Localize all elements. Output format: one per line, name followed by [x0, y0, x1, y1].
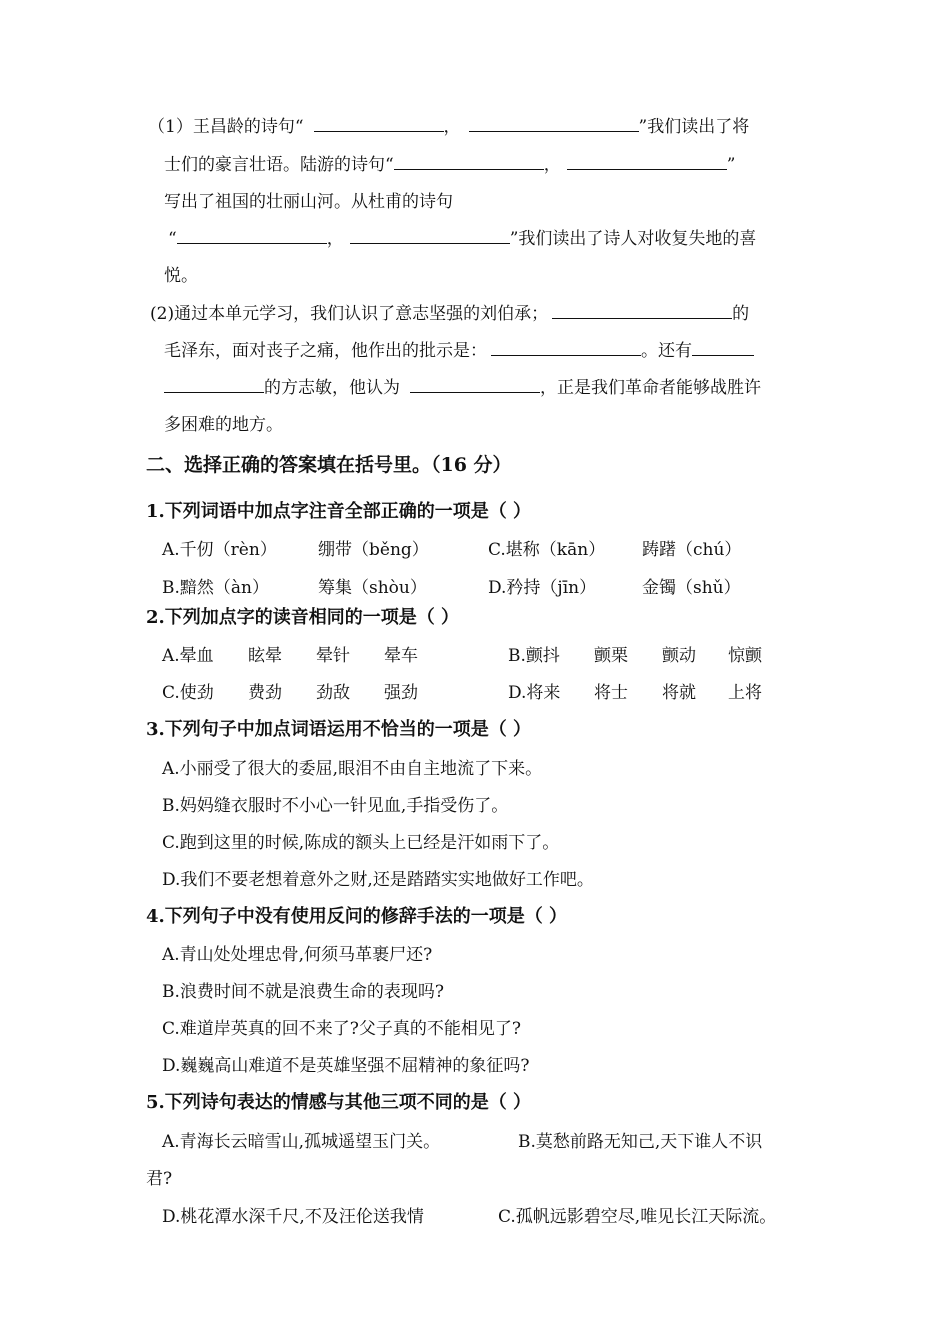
q1-line2	[164, 153, 735, 177]
q1-option-b[interactable]: B.黯然（àn）	[162, 578, 269, 598]
q1-line2-text: 士们的豪言壮语。陆游的诗句“	[164, 155, 394, 175]
q1-line2-end: ”	[726, 155, 736, 175]
q1-option-d[interactable]: D.矜持（jīn）	[488, 578, 597, 598]
q2-line3-mid: 的方志敏，他认为	[264, 378, 400, 398]
q2-line2	[164, 339, 754, 363]
q2-option-b[interactable]: B.颤抖	[508, 646, 560, 666]
q1-suffix: ”我们读出了将	[638, 117, 750, 137]
q2-word: 晕车	[384, 646, 418, 666]
answer-blank[interactable]	[410, 376, 540, 393]
question-3-stem: 3.下列句子中加点词语运用不恰当的一项是（ ）	[146, 719, 532, 740]
q2-word: 劲敌	[316, 683, 350, 703]
section-heading: 二、选择正确的答案填在括号里。（16 分）	[146, 454, 512, 476]
q2-word: 将士	[594, 683, 628, 703]
q1-line4-sep: ，	[326, 229, 344, 249]
q2-word: 晕针	[316, 646, 350, 666]
q2-line4: 多困难的地方。	[164, 415, 283, 435]
q3-option-d[interactable]: D.我们不要老想着意外之财,还是踏踏实实地做好工作吧。	[162, 870, 594, 890]
answer-blank[interactable]	[394, 153, 544, 170]
question-4-stem: 4.下列句子中没有使用反问的修辞手法的一项是（ ）	[146, 906, 568, 927]
q4-option-a[interactable]: A.青山处处埋忠骨,何须马革裹尸还?	[162, 945, 433, 965]
answer-blank[interactable]	[692, 339, 754, 356]
q2-word: 费劲	[248, 683, 282, 703]
q1-prefix: （1）王昌龄的诗句“	[148, 117, 304, 137]
answer-blank[interactable]	[164, 376, 264, 393]
q2-word: 惊颤	[728, 646, 762, 666]
q1-line3: 写出了祖国的壮丽山河。从杜甫的诗句	[164, 192, 453, 212]
q5-option-d[interactable]: D.桃花潭水深千尺,不及汪伦送我情	[162, 1207, 424, 1227]
q2-option-c[interactable]: C.使劲	[162, 683, 214, 703]
q2-line1-end: 的	[732, 304, 750, 324]
q5-option-c[interactable]: C.孤帆远影碧空尽,唯见长江天际流。	[498, 1207, 777, 1227]
q1-line1	[148, 115, 749, 139]
q2-line2-end: 。还有	[641, 341, 692, 361]
q2-line1	[150, 302, 749, 326]
answer-blank[interactable]	[350, 227, 510, 244]
question-2-stem: 2.下列加点字的读音相同的一项是（ ）	[146, 607, 460, 628]
q1-option-c-word2: 踌躇（chú）	[642, 540, 742, 560]
q1-option-a[interactable]: A.千仞（rèn）	[162, 540, 277, 560]
question-5-stem: 5.下列诗句表达的情感与其他三项不同的是（ ）	[146, 1092, 532, 1113]
answer-blank[interactable]	[491, 339, 641, 356]
q3-option-a[interactable]: A.小丽受了很大的委屈,眼泪不由自主地流了下来。	[162, 759, 543, 779]
question-1-stem: 1.下列词语中加点字注音全部正确的一项是（ ）	[146, 501, 532, 522]
q1-line4	[168, 227, 756, 251]
q1-line4-end: ”我们读出了诗人对收复失地的喜	[509, 229, 757, 249]
q1-option-d-word2: 金镯（shǔ）	[642, 578, 741, 598]
q1-option-c[interactable]: C.堪称（kān）	[488, 540, 606, 560]
q2-option-a[interactable]: A.晕血	[162, 646, 214, 666]
q4-option-b[interactable]: B.浪费时间不就是浪费生命的表现吗?	[162, 982, 445, 1002]
answer-blank[interactable]	[469, 115, 639, 132]
q5-option-b[interactable]: B.莫愁前路无知己,天下谁人不识	[518, 1132, 763, 1152]
q2-line1-start: (2)通过本单元学习，我们认识了意志坚强的刘伯承；	[150, 304, 549, 324]
q4-option-d[interactable]: D.巍巍高山难道不是英雄坚强不屈精神的象征吗?	[162, 1056, 530, 1076]
q1-option-b-word2: 筹集（shòu）	[318, 578, 427, 598]
q2-line3	[164, 376, 761, 400]
q1-line5: 悦。	[164, 266, 198, 286]
q4-option-c[interactable]: C.难道岸英真的回不来了?父子真的不能相见了?	[162, 1019, 522, 1039]
q3-option-b[interactable]: B.妈妈缝衣服时不小心一针见血,手指受伤了。	[162, 796, 509, 816]
q1-option-a-word2: 绷带（běng）	[318, 540, 429, 560]
q2-word: 强劲	[384, 683, 418, 703]
q2-word: 颤动	[662, 646, 696, 666]
answer-blank[interactable]	[552, 302, 732, 319]
answer-blank[interactable]	[314, 115, 444, 132]
q2-word: 将就	[662, 683, 696, 703]
q1-sep: ，	[443, 117, 461, 137]
q2-line3-end: ，正是我们革命者能够战胜许	[540, 378, 761, 398]
q5-option-a[interactable]: A.青海长云暗雪山,孤城遥望玉门关。	[162, 1132, 441, 1152]
answer-blank[interactable]	[567, 153, 727, 170]
q1-line2-sep: ，	[543, 155, 561, 175]
q2-line2-start: 毛泽东，面对丧子之痛，他作出的批示是：	[164, 341, 487, 361]
q2-word: 眩晕	[248, 646, 282, 666]
q5-option-b-continued: 君?	[146, 1169, 173, 1189]
q3-option-c[interactable]: C.跑到这里的时候,陈成的额头上已经是汗如雨下了。	[162, 833, 560, 853]
q2-word: 上将	[728, 683, 762, 703]
q2-option-d[interactable]: D.将来	[508, 683, 561, 703]
q1-line4-open: “	[168, 229, 177, 249]
answer-blank[interactable]	[177, 227, 327, 244]
q2-word: 颤栗	[594, 646, 628, 666]
